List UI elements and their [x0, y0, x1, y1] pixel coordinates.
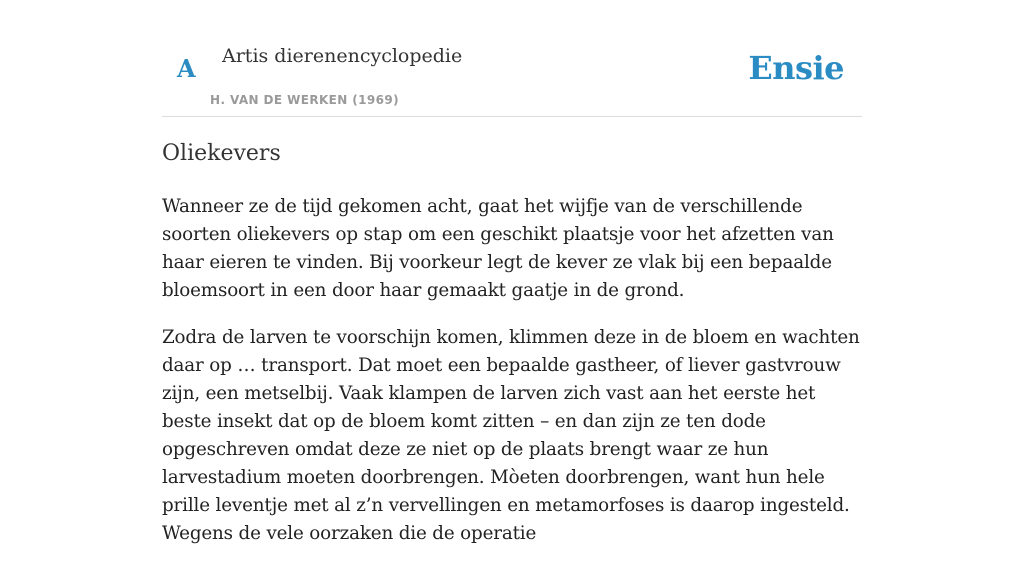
article: [162, 137, 862, 567]
article-title: Oliekevers: [162, 141, 281, 166]
article-paragraph-2: Zodra de larven te voorschijn komen, klimmen deze in de bloem en wachten daar op … transport. Dat moet een bepaalde gastheer, of liever gastvrouw zijn, een metselbij. Vaak klampen de larven zich vast aan het eerste het beste insekt dat op de bloem komt zitten – en dan zijn ze ten dode opgeschreven omdat deze ze niet op de plaats brengt waar ze hun larvestadium moeten doorbrengen. Mòeten doorbrengen, want hun hele prille leventje met al z’n vervellingen en metamorfoses is daarop ingesteld. Wegens de vele oorzaken die de operatie: [162, 327, 860, 544]
header: [162, 0, 862, 117]
ensie-logo[interactable]: Ensie: [748, 49, 844, 87]
article-paragraph-1: Wanneer ze de tijd gekomen acht, gaat het wijfje van de verschillende soorten oliekevers op stap om een geschikt plaatsje voor het afzetten van haar eieren te vinden. Bij voorkeur legt de kever ze vlak bij een bepaalde bloemsoort in een door haar gemaakt gaatje in de grond.: [162, 196, 834, 301]
letter-index-link[interactable]: A: [177, 54, 196, 83]
author-label: H. VAN DE WERKEN (1969): [210, 93, 400, 107]
source-title-link[interactable]: Artis dierenencyclopedie: [222, 45, 463, 67]
